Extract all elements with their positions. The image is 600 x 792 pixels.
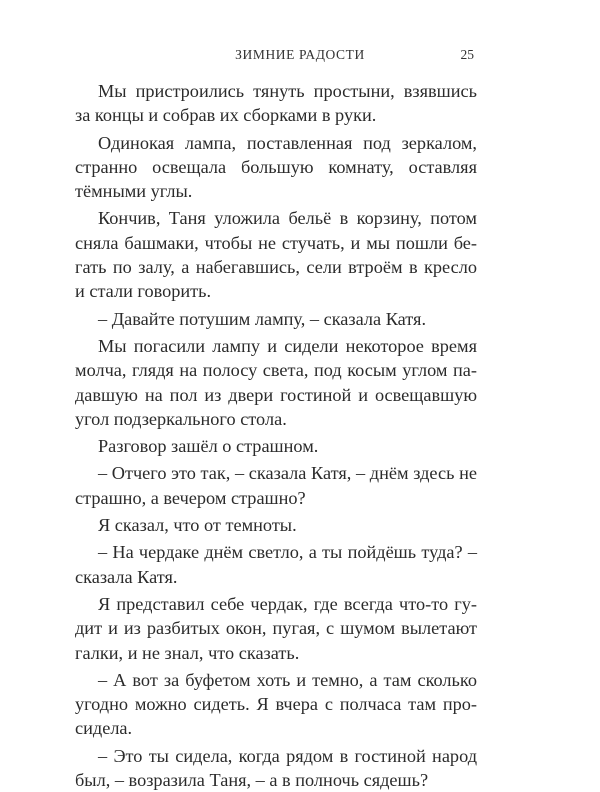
paragraph [75,592,477,665]
text-line: тёмными углы. [75,181,193,202]
text-line: дит и из разбитых окон, пугая, с шумом вылетают [75,618,477,639]
text-line: – А вот за буфетом хоть и темно, а там сколько [98,669,477,690]
text-line: Мы погасили лампу и сидели некоторое время [98,335,477,356]
text-line: гать по залу, а набегавшись, сели втроём в кресло [75,257,477,278]
text-line: давшую на пол из двери гостиной и освещавшую [75,384,477,405]
text-line: и стали говорить. [75,281,212,302]
text-line: сидела. [75,718,133,739]
text-line: – На чердаке днём светло, а ты пойдёшь туда? – [98,542,477,563]
text-line: угол подзеркального стола. [75,408,287,429]
text-line: галки, и не знал, что сказать. [75,642,300,663]
paragraph [75,206,477,303]
paragraph [75,334,477,431]
text-line: сняла башмаки, чтобы не стучать, и мы пошли бе- [75,232,477,253]
text-line: угодно можно сидеть. Я вчера с полчаса там про- [75,694,477,715]
text-line: – Отчего это так, – сказала Катя, – днём здесь не [98,463,477,484]
text-line: за концы и собрав их сборками в руки. [75,105,377,126]
text-line: сказала Катя. [75,566,178,587]
body-text [75,79,477,792]
running-title: ЗИМНИЕ РАДОСТИ [235,47,365,62]
text-line: Мы пристроились тянуть простыни, взявшись [98,81,477,101]
paragraph [75,744,477,792]
page-number: 25 [460,47,474,62]
text-line: Разговор зашёл о страшном. [98,436,319,457]
text-line: Я представил себе чердак, где всегда что-то гу- [98,593,477,614]
paragraph [75,461,477,510]
running-head [0,47,600,67]
text-line: Кончив, Таня уложила бельё в корзину, потом [98,208,477,229]
paragraph [75,79,477,128]
paragraph [75,434,477,458]
text-line: Одинокая лампа, поставленная под зеркалом, [98,132,477,153]
paragraph [75,307,477,331]
text-line: странно освещала большую комнату, оставляя [75,156,477,177]
text-line: – Давайте потушим лампу, – сказала Катя. [98,308,427,329]
text-line: страшно, а вечером страшно? [75,487,306,508]
text-line: – Это ты сидела, когда рядом в гостиной народ [98,745,477,766]
text-line: молча, глядя на полосу света, под косым углом па- [75,360,477,381]
paragraph [75,513,477,537]
paragraph [75,131,477,204]
text-line: Я сказал, что от темноты. [98,515,297,536]
text-line: был, – возразила Таня, – а в полночь сядешь? [75,770,429,791]
paragraph [75,668,477,741]
paragraph [75,540,477,589]
